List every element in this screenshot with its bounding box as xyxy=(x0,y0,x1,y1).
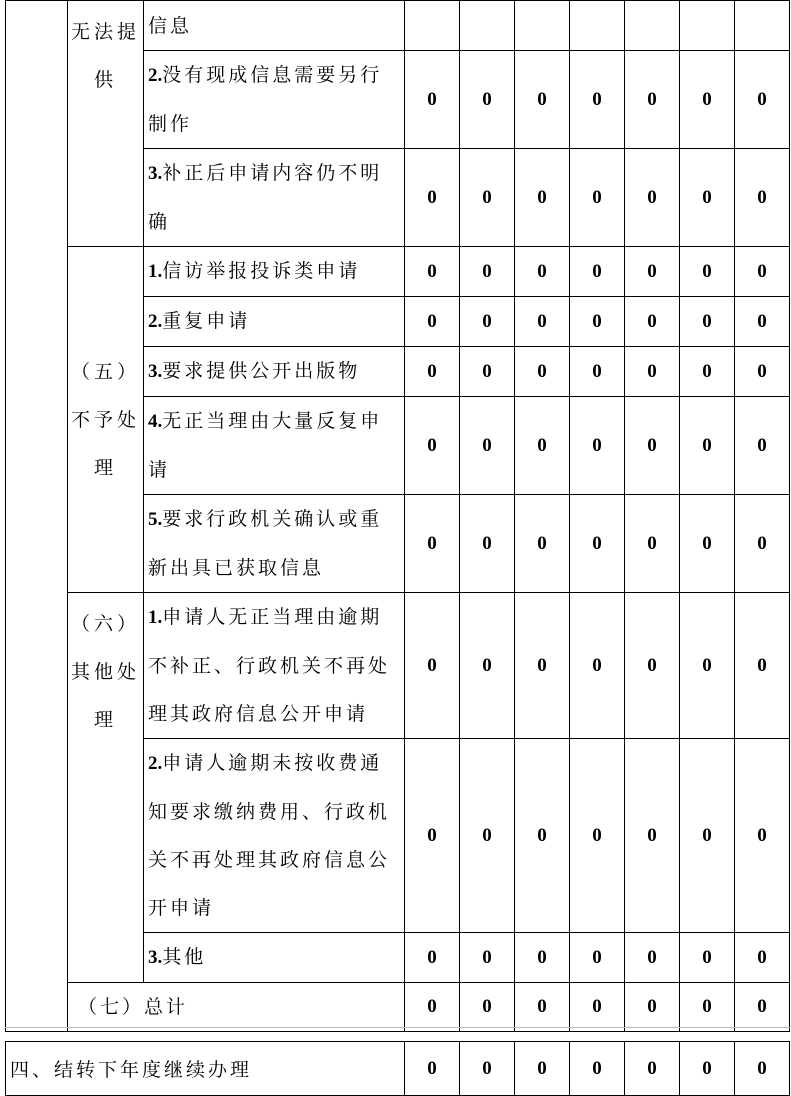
row-item: 2.申请人逾期未按收费通知要求缴纳费用、行政机关不再处理其政府信息公开申请 xyxy=(144,739,405,933)
outer-category-cell xyxy=(6,1,68,1032)
row-item: 1.信访举报投诉类申请 xyxy=(144,247,405,297)
table-row: 2.重复申请 0 0 0 0 0 0 0 xyxy=(6,297,790,347)
category-no-processing: （五）不予处理 xyxy=(68,247,144,593)
table-row: 2.申请人逾期未按收费通知要求缴纳费用、行政机关不再处理其政府信息公开申请 0 0 0 0 0 0 0 xyxy=(6,739,790,933)
section-four-label: 四、结转下年度继续办理 xyxy=(6,1042,405,1096)
row-item: 3.其他 xyxy=(144,933,405,983)
category-other-processing: （六）其他处理 xyxy=(68,593,144,983)
row-item: 4.无正当理由大量反复申请 xyxy=(144,397,405,495)
table-row: 4.无正当理由大量反复申请 0 0 0 0 0 0 0 xyxy=(6,397,790,495)
table-row: 3.其他 0 0 0 0 0 0 0 xyxy=(6,933,790,983)
table-row: 3.补正后申请内容仍不明确 0 0 0 0 0 0 0 xyxy=(6,149,790,247)
table-row: 3.要求提供公开出版物 0 0 0 0 0 0 0 xyxy=(6,347,790,397)
row-item: 2.没有现成信息需要另行制作 xyxy=(144,51,405,149)
statistics-table xyxy=(5,0,790,1032)
carryover-table xyxy=(5,1041,790,1096)
table-row xyxy=(6,1,790,51)
row-item: 5.要求行政机关确认或重新出具已获取信息 xyxy=(144,495,405,593)
table-row: 5.要求行政机关确认或重新出具已获取信息 0 0 0 0 0 0 0 xyxy=(6,495,790,593)
category-cannot-provide: 无法提供 xyxy=(68,1,144,247)
table-row: 四、结转下年度继续办理 0 0 0 0 0 0 0 xyxy=(6,1042,790,1096)
row-item: 1.申请人无正当理由逾期不补正、行政机关不再处理其政府信息公开申请 xyxy=(144,593,405,739)
total-label: （七）总计 xyxy=(68,983,405,1032)
row-item: 2.重复申请 xyxy=(144,297,405,347)
table-separator xyxy=(5,1027,790,1042)
total-row: （七）总计 0 0 0 0 0 0 0 xyxy=(6,983,790,1032)
row-item: 3.补正后申请内容仍不明确 xyxy=(144,149,405,247)
row-item: 信息 xyxy=(144,1,405,51)
table-row: （五）不予处理 1.信访举报投诉类申请 0 0 0 0 0 0 0 xyxy=(6,247,790,297)
table-row: （六）其他处理 1.申请人无正当理由逾期不补正、行政机关不再处理其政府信息公开申请 0 0 0 0 0 0 0 xyxy=(6,593,790,739)
table-row: 2.没有现成信息需要另行制作 0 0 0 0 0 0 0 xyxy=(6,51,790,149)
row-item: 3.要求提供公开出版物 xyxy=(144,347,405,397)
